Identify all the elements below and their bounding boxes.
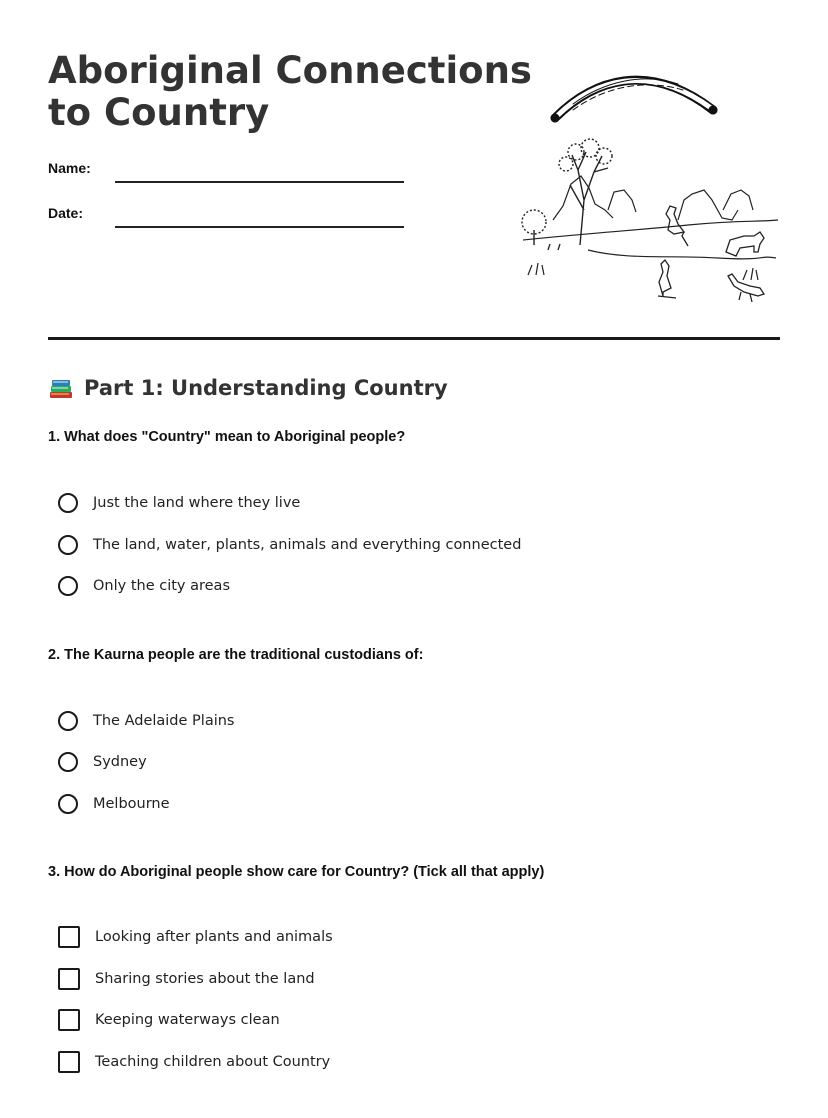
- section-title-text: Part 1: Understanding Country: [84, 376, 448, 400]
- emu-icon: [728, 274, 764, 302]
- name-label: Name:: [48, 160, 91, 176]
- page-title: [48, 49, 532, 134]
- q2-option-1[interactable]: [58, 708, 234, 734]
- radio-button[interactable]: [58, 794, 78, 814]
- option-label: Sharing stories about the land: [95, 971, 315, 987]
- name-field: [48, 160, 408, 190]
- option-label: Just the land where they live: [93, 495, 301, 511]
- question-1: 1. What does "Country" mean to Aboriginal people?: [48, 429, 406, 445]
- title-line-1: Aboriginal Connections: [48, 49, 532, 92]
- option-label: Sydney: [93, 754, 147, 770]
- option-label: The Adelaide Plains: [93, 713, 235, 729]
- option-label: Keeping waterways clean: [95, 1012, 280, 1028]
- radio-button[interactable]: [58, 752, 78, 772]
- date-field: [48, 205, 408, 235]
- radio-button[interactable]: [58, 711, 78, 731]
- date-label: Date:: [48, 205, 84, 221]
- option-label: Looking after plants and animals: [95, 929, 333, 945]
- books-icon: [48, 375, 74, 401]
- option-label: Melbourne: [93, 796, 170, 812]
- q3-option-4[interactable]: [58, 1049, 330, 1075]
- q2-option-3[interactable]: [58, 791, 170, 817]
- q3-option-1[interactable]: [58, 924, 333, 950]
- q3-option-3[interactable]: [58, 1007, 280, 1033]
- checkbox[interactable]: [58, 926, 80, 948]
- option-label: Only the city areas: [93, 578, 230, 594]
- radio-button[interactable]: [58, 576, 78, 596]
- worksheet-page: [48, 0, 780, 1118]
- option-label: The land, water, plants, animals and everything connected: [93, 537, 522, 553]
- checkbox[interactable]: [58, 1051, 80, 1073]
- q1-option-2[interactable]: [58, 532, 521, 558]
- header-divider: [48, 337, 780, 340]
- q3-option-2[interactable]: [58, 966, 315, 992]
- title-line-2: to Country: [48, 91, 270, 134]
- question-2: 2. The Kaurna people are the traditional custodians of:: [48, 647, 424, 663]
- tree-icon: [522, 139, 612, 245]
- option-label: Teaching children about Country: [95, 1054, 331, 1070]
- boomerang-icon: [551, 79, 717, 122]
- q1-option-1[interactable]: [58, 490, 300, 516]
- q2-option-2[interactable]: [58, 749, 147, 775]
- checkbox[interactable]: [58, 968, 80, 990]
- question-3: 3. How do Aboriginal people show care for Country? (Tick all that apply): [48, 864, 545, 880]
- radio-button[interactable]: [58, 493, 78, 513]
- radio-button[interactable]: [58, 535, 78, 555]
- section-title-part-1: [48, 372, 448, 404]
- kangaroo-icon: [658, 206, 688, 298]
- checkbox[interactable]: [58, 1009, 80, 1031]
- date-input-line[interactable]: [115, 226, 404, 228]
- name-input-line[interactable]: [115, 181, 404, 183]
- outback-landscape: [523, 176, 778, 280]
- outback-illustration: [518, 60, 780, 315]
- q1-option-3[interactable]: [58, 573, 230, 599]
